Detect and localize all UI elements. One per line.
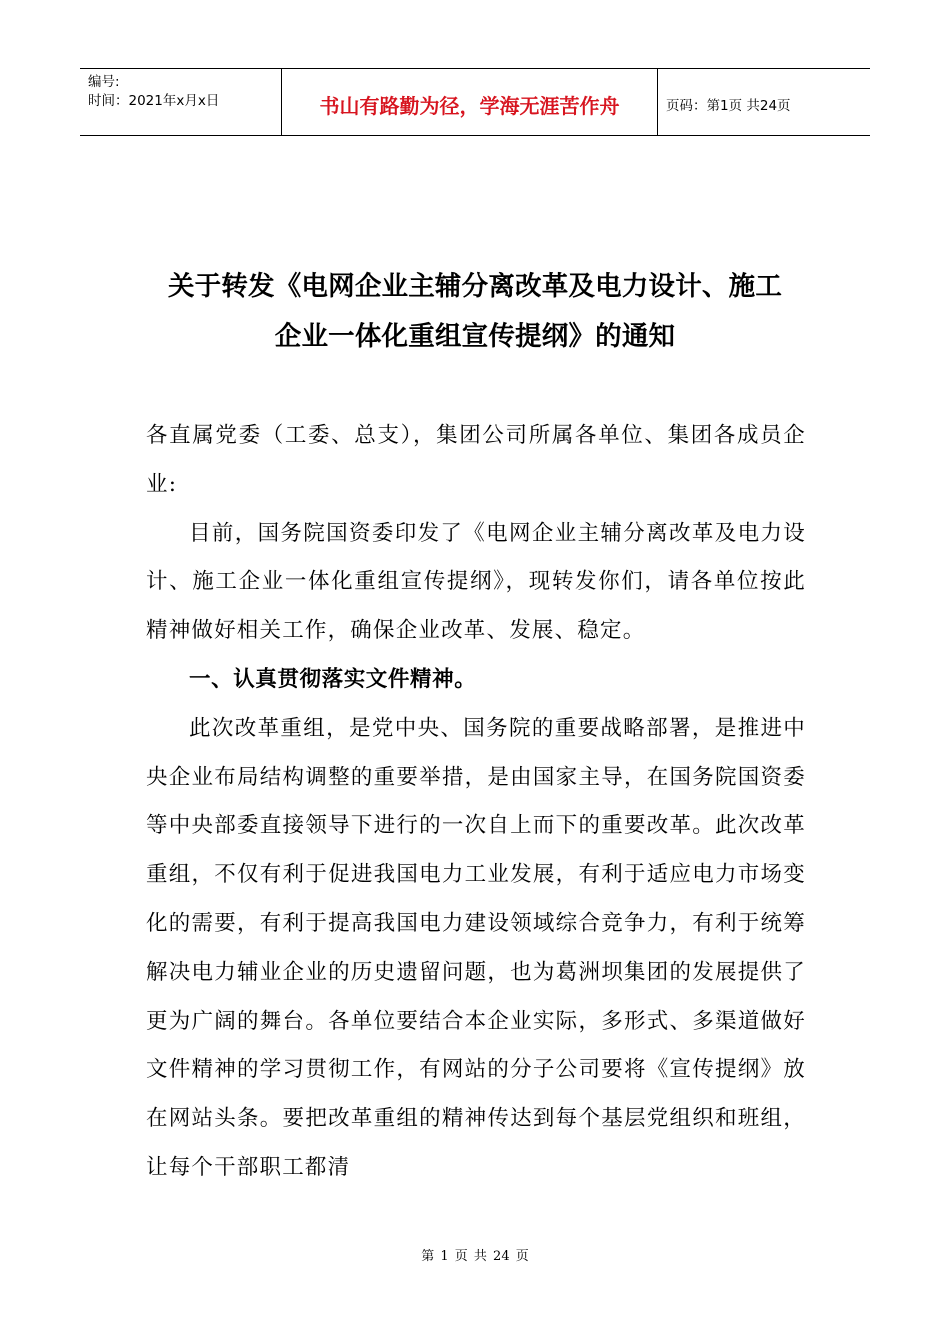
header-motto: 书山有路勤为径，学海无涯苦作舟: [282, 69, 658, 135]
document-body: [146, 412, 806, 1193]
document-header: [80, 68, 870, 136]
paragraph-2: 此次改革重组，是党中央、国务院的重要战略部署，是推进中央企业布局结构调整的重要举措，是由国家主导，在国务院国资委等中央部委直接领导下进行的一次自上而下的重要改革。此次改革重组，不仅有利于促进我国电力工业发展，有利于适应电力市场变化的需要，有利于提高我国电力建设领域综合竞争力，有利于统筹解决电力辅业企业的历史遗留问题，也为葛洲坝集团的发展提供了更为广阔的舞台。各单位要结合本企业实际，多形式、多渠道做好文件精神的学习贯彻工作，有网站的分子公司要将《宣传提纲》放在网站头条。要把改革重组的精神传达到每个基层党组织和班组，让每个干部职工都清: [146, 715, 806, 1180]
document-title: [120, 262, 830, 362]
section-1-heading: 一、认真贯彻落实文件精神。: [189, 666, 477, 692]
title-line-1: 关于转发《电网企业主辅分离改革及电力设计、施工: [167, 271, 783, 302]
paragraph-1: 目前，国务院国资委印发了《电网企业主辅分离改革及电力设计、施工企业一体化重组宣传提纲》，现转发你们，请各单位按此精神做好相关工作，确保企业改革、发展、稳定。: [146, 520, 806, 644]
page-footer: 第 1 页 共 24 页: [421, 1249, 529, 1264]
document-date: 时间：2021年x月x日: [88, 93, 220, 109]
document-number-label: 编号:: [88, 74, 120, 90]
salutation: 各直属党委（工委、总支），集团公司所属各单位、集团各成员企业:: [146, 423, 806, 497]
header-page-info: 页码：第1页 共24页: [666, 98, 791, 114]
header-meta: [80, 69, 282, 135]
title-line-2: 企业一体化重组宣传提纲》的通知: [274, 321, 676, 352]
